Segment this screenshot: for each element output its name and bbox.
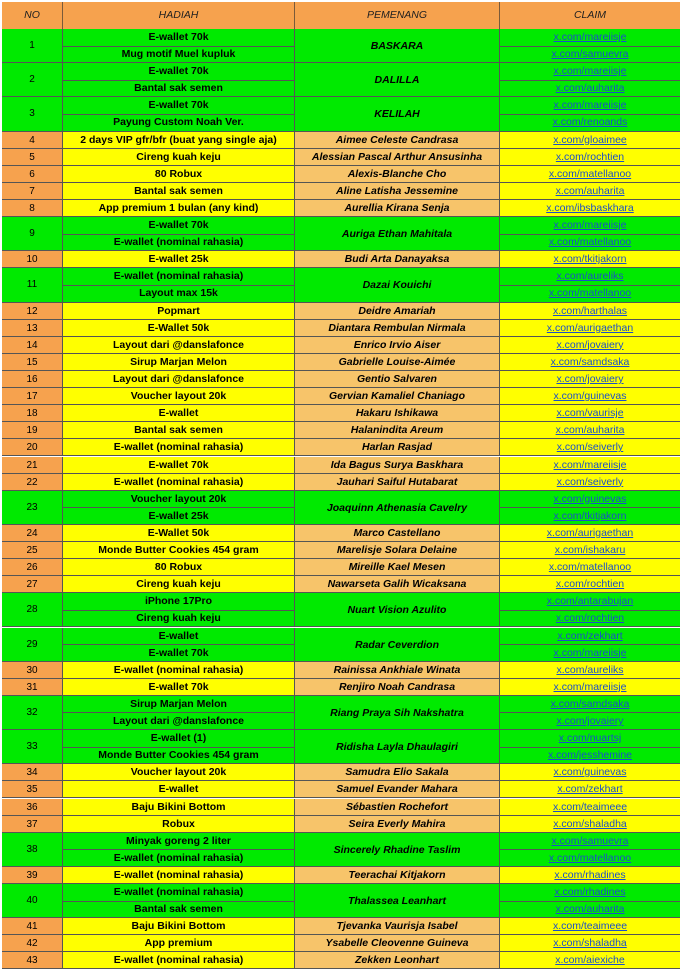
row-number: 41 <box>2 918 62 935</box>
claim-cell <box>500 713 680 730</box>
winner-cell: Joaquinn Athenasia Cavelry <box>295 491 499 525</box>
claim-cell <box>500 901 680 918</box>
claim-cell <box>500 833 680 850</box>
prize-cell: Popmart <box>63 303 294 320</box>
table-header <box>2 2 680 29</box>
winner-cell: Alexis-Blanche Cho <box>295 166 499 183</box>
header-claim: CLAIM <box>573 9 607 21</box>
claim-cell <box>500 217 680 234</box>
prize-cell: Layout dari @danslafonce <box>63 713 294 730</box>
row-number: 39 <box>2 867 62 884</box>
claim-cell <box>500 559 680 576</box>
table-row <box>2 132 680 149</box>
table-row <box>2 799 680 816</box>
row-number: 21 <box>2 457 62 474</box>
prize-cell: E-wallet (nominal rahasia) <box>63 867 294 884</box>
claim-link[interactable]: x.com/auharita <box>555 424 625 437</box>
prize-cell: Layout dari @danslafonce <box>63 371 294 388</box>
prize-cell: E-wallet (nominal rahasia) <box>63 662 294 679</box>
prize-cell: Layout max 15k <box>63 285 294 302</box>
winner-cell: Ida Bagus Surya Baskhara <box>295 457 499 474</box>
winner-cell: Harlan Rasjad <box>295 439 499 456</box>
row-number: 8 <box>2 200 62 217</box>
row-number: 11 <box>2 268 62 302</box>
prize-cell: E-wallet 70k <box>63 679 294 696</box>
row-number: 42 <box>2 935 62 952</box>
row-number: 35 <box>2 781 62 798</box>
claim-cell <box>500 303 680 320</box>
claim-cell <box>500 799 680 816</box>
prize-cell: E-wallet 70k <box>63 457 294 474</box>
table-row <box>2 867 680 884</box>
claim-link[interactable]: x.com/harthalas <box>552 304 628 317</box>
claim-cell <box>500 234 680 251</box>
prize-cell: E-wallet <box>63 405 294 422</box>
prize-cell: Monde Butter Cookies 454 gram <box>63 542 294 559</box>
table-row <box>2 337 680 354</box>
row-number: 32 <box>2 696 62 730</box>
winner-cell: Sébastien Rochefort <box>295 799 499 816</box>
winner-cell: Teerachai Kitjakorn <box>295 867 499 884</box>
claim-cell <box>500 80 680 97</box>
row-number: 30 <box>2 662 62 679</box>
claim-link[interactable]: x.com/teaimeee <box>552 800 628 813</box>
claim-link[interactable]: x.com/shaladha <box>553 817 627 830</box>
claim-link[interactable]: x.com/mareiisje <box>553 646 627 659</box>
table-row <box>2 371 680 388</box>
claim-cell <box>500 576 680 593</box>
claim-cell <box>500 508 680 525</box>
claim-link[interactable]: x.com/auharita <box>555 903 625 916</box>
row-number: 34 <box>2 764 62 781</box>
table-row <box>2 781 680 798</box>
prize-cell: E-wallet 25k <box>63 251 294 268</box>
claim-link[interactable]: x.com/aurigaethan <box>546 526 634 539</box>
claim-cell <box>500 29 680 46</box>
table-row <box>2 833 680 867</box>
row-number: 14 <box>2 337 62 354</box>
prize-cell: Cireng kuah keju <box>63 576 294 593</box>
claim-cell <box>500 491 680 508</box>
claim-cell <box>500 97 680 114</box>
prize-cell: E-Wallet 50k <box>63 525 294 542</box>
row-number: 36 <box>2 799 62 816</box>
claim-link[interactable]: x.com/ishakaru <box>554 544 626 556</box>
row-number: 31 <box>2 679 62 696</box>
claim-link[interactable]: x.com/rhadines <box>554 868 626 881</box>
claim-link[interactable]: x.com/mareiisje <box>553 458 627 471</box>
prize-cell: Sirup Marjan Melon <box>63 354 294 371</box>
claim-cell <box>500 935 680 952</box>
claim-link[interactable]: x.com/jovaiery <box>556 714 624 727</box>
claim-link[interactable]: x.com/guinevas <box>553 766 627 779</box>
winner-cell: Deidre Amariah <box>295 303 499 320</box>
prize-cell: E-wallet <box>63 781 294 798</box>
table-row <box>2 354 680 371</box>
winner-cell: Aline Latisha Jessemine <box>295 183 499 200</box>
claim-link[interactable]: x.com/seiverly <box>556 475 624 488</box>
claim-cell <box>500 337 680 354</box>
prize-cell: E-Wallet 50k <box>63 320 294 337</box>
table-row <box>2 559 680 576</box>
table-row <box>2 696 680 730</box>
row-number: 2 <box>2 63 62 97</box>
prize-cell: iPhone 17Pro <box>63 593 294 610</box>
row-number: 33 <box>2 730 62 764</box>
winner-cell: Sincerely Rhadine Taslim <box>295 833 499 867</box>
table-row <box>2 935 680 952</box>
winner-cell: Mireille Kael Mesen <box>295 559 499 576</box>
winner-cell: Tjevanka Vaurisja Isabel <box>295 918 499 935</box>
prize-cell: E-wallet 70k <box>63 29 294 46</box>
row-number: 1 <box>2 29 62 63</box>
table-row <box>2 593 680 627</box>
claim-cell <box>500 918 680 935</box>
table-row <box>2 576 680 593</box>
winner-cell: Marelisje Solara Delaine <box>295 542 499 559</box>
table-row <box>2 952 680 969</box>
claim-cell <box>500 457 680 474</box>
claim-link[interactable]: x.com/rochtien <box>555 150 625 163</box>
row-number: 23 <box>2 491 62 525</box>
table-row <box>2 525 680 542</box>
prize-cell: Payung Custom Noah Ver. <box>63 114 294 131</box>
row-number: 22 <box>2 474 62 491</box>
table-row <box>2 97 680 131</box>
claim-cell <box>500 525 680 542</box>
prize-cell: Bantal sak semen <box>63 80 294 97</box>
prize-cell: E-wallet (nominal rahasia) <box>63 268 294 285</box>
row-number: 29 <box>2 628 62 662</box>
table-row <box>2 662 680 679</box>
table-row <box>2 439 680 456</box>
table-row <box>2 166 680 183</box>
claim-cell <box>500 610 680 627</box>
claim-link[interactable]: x.com/samuevra <box>551 48 629 61</box>
winner-cell: Seira Everly Mahira <box>295 816 499 833</box>
table-row <box>2 217 680 251</box>
table-row <box>2 542 680 559</box>
claim-cell <box>500 114 680 131</box>
claim-link[interactable]: x.com/matellanoo <box>548 851 632 864</box>
claim-cell <box>500 251 680 268</box>
row-number: 10 <box>2 251 62 268</box>
prize-cell: E-wallet 70k <box>63 63 294 80</box>
prize-cell: Cireng kuah keju <box>63 610 294 627</box>
winner-cell: Budi Arta Danayaksa <box>295 251 499 268</box>
table-row <box>2 422 680 439</box>
claim-cell <box>500 764 680 781</box>
row-number: 38 <box>2 833 62 867</box>
claim-link[interactable]: x.com/jovaiery <box>556 373 624 385</box>
prize-cell: Bantal sak semen <box>63 901 294 918</box>
prize-cell: App premium <box>63 935 294 952</box>
table-row <box>2 29 680 63</box>
claim-link[interactable]: x.com/samdsaka <box>550 355 630 368</box>
claim-cell <box>500 200 680 217</box>
claim-link[interactable]: x.com/mareiisje <box>553 99 627 112</box>
winner-cell: Riang Praya Sih Nakshatra <box>295 696 499 730</box>
header-no: NO <box>24 9 40 21</box>
prize-cell: Bantal sak semen <box>63 422 294 439</box>
prize-cell: Voucher layout 20k <box>63 491 294 508</box>
claim-cell <box>500 542 680 559</box>
winner-cell: Samuel Evander Mahara <box>295 781 499 798</box>
prize-cell: E-wallet (nominal rahasia) <box>63 234 294 251</box>
winner-cell: BASKARA <box>295 29 499 63</box>
claim-cell <box>500 730 680 747</box>
winner-cell: Aurellia Kirana Senja <box>295 200 499 217</box>
table-row <box>2 730 680 764</box>
prize-cell: E-wallet (nominal rahasia) <box>63 850 294 867</box>
row-number: 5 <box>2 149 62 166</box>
claim-link[interactable]: x.com/aureliks <box>556 663 624 676</box>
claim-link[interactable]: x.com/nuartsj <box>558 732 622 745</box>
winner-cell: KELILAH <box>295 97 499 131</box>
winner-cell: Thalassea Leanhart <box>295 884 499 918</box>
winner-cell: Radar Ceverdion <box>295 628 499 662</box>
row-number: 6 <box>2 166 62 183</box>
row-number: 3 <box>2 97 62 131</box>
winner-cell: DALILLA <box>295 63 499 97</box>
claim-link[interactable]: x.com/aiexiche <box>555 954 625 967</box>
table-row <box>2 303 680 320</box>
winner-cell: Ridisha Layla Dhaulagiri <box>295 730 499 764</box>
row-number: 16 <box>2 371 62 388</box>
claim-cell <box>500 320 680 337</box>
claim-cell <box>500 46 680 63</box>
winner-cell: Auriga Ethan Mahitala <box>295 217 499 251</box>
prize-cell: E-wallet <box>63 628 294 645</box>
claim-link[interactable]: x.com/aurigaethan <box>546 321 634 334</box>
row-number: 37 <box>2 816 62 833</box>
claim-cell <box>500 593 680 610</box>
prize-cell: 2 days VIP gfr/bfr (buat yang single aja) <box>63 132 294 149</box>
claim-cell <box>500 679 680 696</box>
prize-cell: Robux <box>63 816 294 833</box>
row-number: 7 <box>2 183 62 200</box>
winner-cell: Jauhari Saiful Hutabarat <box>295 474 499 491</box>
row-number: 19 <box>2 422 62 439</box>
table-row <box>2 183 680 200</box>
claim-link[interactable]: x.com/auharita <box>555 184 625 197</box>
prize-cell: Cireng kuah keju <box>63 149 294 166</box>
table-row <box>2 816 680 833</box>
claim-cell <box>500 149 680 166</box>
claim-link[interactable]: x.com/vaurisje <box>556 407 624 420</box>
claim-cell <box>500 645 680 662</box>
claim-link[interactable]: x.com/rochtien <box>555 612 625 625</box>
claim-link[interactable]: x.com/tkitjakorn <box>553 509 627 522</box>
row-number: 20 <box>2 439 62 456</box>
winner-cell: Gabrielle Louise-Aimée <box>295 354 499 371</box>
claim-link[interactable]: x.com/antarabujan <box>546 595 634 608</box>
row-number: 27 <box>2 576 62 593</box>
claim-cell <box>500 867 680 884</box>
claim-cell <box>500 884 680 901</box>
prize-cell: Baju Bikini Bottom <box>63 918 294 935</box>
claim-link[interactable]: x.com/zekhart <box>557 629 623 642</box>
claim-link[interactable]: x.com/matellanoo <box>548 287 632 300</box>
claim-link[interactable]: x.com/auharita <box>555 82 625 95</box>
prize-cell: E-wallet (nominal rahasia) <box>63 952 294 969</box>
row-number: 25 <box>2 542 62 559</box>
table-row <box>2 457 680 474</box>
winner-cell: Hakaru Ishikawa <box>295 405 499 422</box>
claim-link[interactable]: x.com/mareiisje <box>553 31 627 43</box>
prize-cell: Layout dari @danslafonce <box>63 337 294 354</box>
claim-cell <box>500 166 680 183</box>
claim-cell <box>500 816 680 833</box>
row-number: 12 <box>2 303 62 320</box>
claim-link[interactable]: x.com/mareiisje <box>553 680 627 693</box>
prize-cell: 80 Robux <box>63 559 294 576</box>
prize-cell: E-wallet (nominal rahasia) <box>63 884 294 901</box>
claim-cell <box>500 371 680 388</box>
prize-cell: Mug motif Muel kupluk <box>63 46 294 63</box>
table-row <box>2 251 680 268</box>
prize-cell: Bantal sak semen <box>63 183 294 200</box>
claim-link[interactable]: x.com/guinevas <box>553 390 627 403</box>
winner-cell: Gentio Salvaren <box>295 371 499 388</box>
claim-cell <box>500 628 680 645</box>
claim-cell <box>500 662 680 679</box>
claim-cell <box>500 952 680 969</box>
winner-cell: Halanindita Areum <box>295 422 499 439</box>
prize-cell: E-wallet 25k <box>63 508 294 525</box>
claim-link[interactable]: x.com/rhadines <box>554 886 626 898</box>
claim-link[interactable]: x.com/matellanoo <box>548 167 632 180</box>
claim-cell <box>500 354 680 371</box>
table-row <box>2 474 680 491</box>
table-row <box>2 63 680 97</box>
claim-link[interactable]: x.com/matellanoo <box>548 236 632 249</box>
winner-cell: Nawarseta Galih Wicaksana <box>295 576 499 593</box>
prize-cell: Monde Butter Cookies 454 gram <box>63 747 294 764</box>
prize-cell: Voucher layout 20k <box>63 764 294 781</box>
claim-link[interactable]: x.com/tkitjakorn <box>553 253 627 266</box>
claim-cell <box>500 63 680 80</box>
winner-cell: Ysabelle Cleovenne Guineva <box>295 935 499 952</box>
row-number: 43 <box>2 952 62 969</box>
prize-cell: App premium 1 bulan (any kind) <box>63 200 294 217</box>
row-number: 24 <box>2 525 62 542</box>
row-number: 28 <box>2 593 62 627</box>
table-row <box>2 200 680 217</box>
claim-link[interactable]: x.com/jovaiery <box>556 338 624 351</box>
claim-link[interactable]: x.com/ibsbaskhara <box>546 202 634 214</box>
prize-cell: E-wallet 70k <box>63 645 294 662</box>
prize-cell: 80 Robux <box>63 166 294 183</box>
header-hadiah: HADIAH <box>158 9 199 21</box>
claim-link[interactable]: x.com/rochtien <box>555 578 625 591</box>
winner-cell: Enrico Irvio Aiser <box>295 337 499 354</box>
claim-cell <box>500 388 680 405</box>
claim-link[interactable]: x.com/guinevas <box>553 492 627 505</box>
claim-link[interactable]: x.com/samuevra <box>551 834 629 847</box>
table-row <box>2 320 680 337</box>
winner-cell: Marco Castellano <box>295 525 499 542</box>
table-row <box>2 918 680 935</box>
prize-cell: E-wallet (1) <box>63 730 294 747</box>
claim-cell <box>500 747 680 764</box>
winner-cell: Renjiro Noah Candrasa <box>295 679 499 696</box>
table-row <box>2 764 680 781</box>
table-row <box>2 884 680 918</box>
prize-cell: Sirup Marjan Melon <box>63 696 294 713</box>
claim-link[interactable]: x.com/matellanoo <box>548 561 632 574</box>
row-number: 4 <box>2 132 62 149</box>
winner-cell: Samudra Elio Sakala <box>295 764 499 781</box>
table-row <box>2 388 680 405</box>
claim-cell <box>500 696 680 713</box>
prize-cell: E-wallet 70k <box>63 97 294 114</box>
header-pemenang: PEMENANG <box>366 9 428 21</box>
table-row <box>2 268 680 302</box>
claim-link[interactable]: x.com/gloaimee <box>553 133 627 146</box>
claim-link[interactable]: x.com/renoands <box>552 116 628 129</box>
row-number: 13 <box>2 320 62 337</box>
claim-cell <box>500 850 680 867</box>
prize-cell: E-wallet (nominal rahasia) <box>63 474 294 491</box>
table-row <box>2 405 680 422</box>
row-number: 18 <box>2 405 62 422</box>
claim-link[interactable]: x.com/aureliks <box>556 270 624 283</box>
winner-cell: Zekken Leonhart <box>295 952 499 969</box>
prize-cell: E-wallet 70k <box>63 217 294 234</box>
claim-link[interactable]: x.com/zekhart <box>557 783 623 796</box>
table-row <box>2 679 680 696</box>
claim-link[interactable]: x.com/mareiisje <box>553 65 627 78</box>
claim-cell <box>500 183 680 200</box>
claim-link[interactable]: x.com/samdsaka <box>550 697 630 710</box>
claim-cell <box>500 781 680 798</box>
prize-cell: Minyak goreng 2 liter <box>63 833 294 850</box>
claim-cell <box>500 422 680 439</box>
claim-cell <box>500 132 680 149</box>
table-row <box>2 491 680 525</box>
prize-cell: Voucher layout 20k <box>63 388 294 405</box>
row-number: 26 <box>2 559 62 576</box>
claim-cell <box>500 268 680 285</box>
prize-cell: Baju Bikini Bottom <box>63 799 294 816</box>
row-number: 15 <box>2 354 62 371</box>
winner-cell: Alessian Pascal Arthur Ansusinha <box>295 149 499 166</box>
winner-cell: Rainissa Ankhiale Winata <box>295 662 499 679</box>
claim-link[interactable]: x.com/seiverly <box>556 441 624 454</box>
claim-cell <box>500 439 680 456</box>
winner-cell: Diantara Rembulan Nirmala <box>295 320 499 337</box>
claim-cell <box>500 474 680 491</box>
winner-cell: Nuart Vision Azulito <box>295 593 499 627</box>
prize-cell: E-wallet (nominal rahasia) <box>63 439 294 456</box>
row-number: 17 <box>2 388 62 405</box>
claim-link[interactable]: x.com/teaimeee <box>552 920 628 933</box>
claim-cell <box>500 285 680 302</box>
table-row <box>2 149 680 166</box>
claim-link[interactable]: x.com/jesshemine <box>547 749 633 762</box>
table-row <box>2 628 680 662</box>
row-number: 9 <box>2 217 62 251</box>
winner-cell: Gervian Kamaliel Chaniago <box>295 388 499 405</box>
claim-link[interactable]: x.com/shaladha <box>553 937 627 950</box>
claim-link[interactable]: x.com/mareiisje <box>553 219 627 232</box>
claim-cell <box>500 405 680 422</box>
winner-cell: Aimee Celeste Candrasa <box>295 132 499 149</box>
winner-cell: Dazai Kouichi <box>295 268 499 302</box>
row-number: 40 <box>2 884 62 918</box>
